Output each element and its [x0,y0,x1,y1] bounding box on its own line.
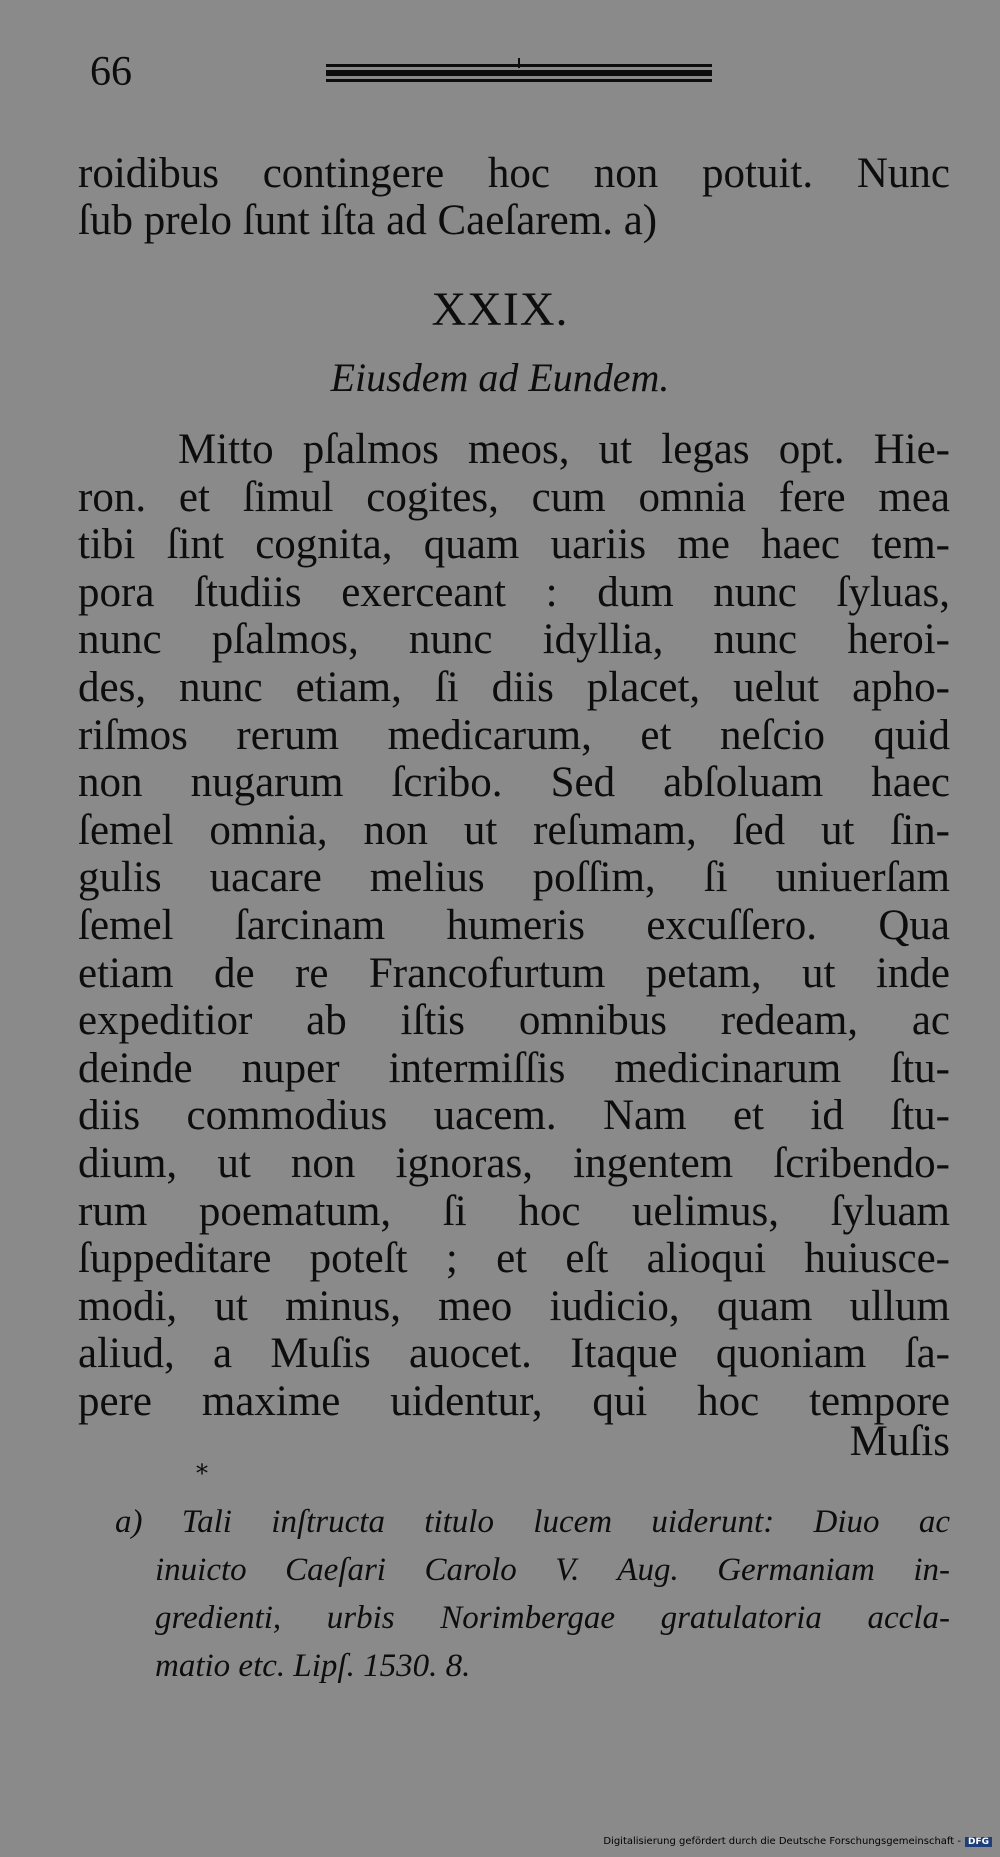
body-line: etiam de re Francofurtum petam, ut inde [78,949,950,997]
body-line: pora ſtudiis exerceant : dum nunc ſyluas, [78,568,950,616]
body-line: riſmos rerum medicarum, et neſcio quid [78,711,950,759]
body-line: gulis uacare melius poſſim, ſi uniuerſam [78,854,950,902]
body-line: des, nunc etiam, ſi diis placet, uelut apho- [78,664,950,711]
body-line: pere maxime uidentur, qui hoc tempore [78,1378,950,1425]
header-rule [326,64,712,86]
body-line: ron. et ſimul cogites, cum omnia fere mea [78,473,950,521]
body-line: deinde nuper intermiſſis medicinarum ſtu- [78,1044,950,1092]
body-line: ſuppeditare poteſt ; et eſt alioqui huiusce- [78,1235,950,1283]
body-line: expeditior ab iſtis omnibus redeam, ac [78,997,950,1045]
opening-line-1: roidibus contingere hoc non potuit. Nunc [78,150,950,197]
body-line: non nugarum ſcribo. Sed abſoluam haec [78,759,950,807]
body-line: ſemel ſarcinam humeris excuſſero. Qua [78,902,950,949]
dfg-logo: DFG [965,1837,992,1847]
letter-subtitle: Eiusdem ad Eundem. [330,355,670,400]
digitization-credit [603,1836,992,1847]
footnote-line: gredienti, urbis Norimbergae gratulatoria accla- [155,1600,950,1636]
catchword: Muſis [849,1418,950,1465]
body-line: nunc pſalmos, nunc idyllia, nunc heroi- [78,616,950,664]
body-line: Mitto pſalmos meos, ut legas opt. Hie- [178,426,950,473]
page-number: 66 [90,49,132,95]
section-heading: XXIX. [431,283,569,336]
footnote-line: inuicto Caeſari Carolo V. Aug. Germaniam in- [155,1552,950,1588]
body-line: aliud, a Muſis auocet. Itaque quoniam ſa- [78,1330,950,1378]
opening-line-2: ſub prelo ſunt iſta ad Caeſarem. a) [78,197,658,244]
footnote-line: a) Tali inſtructa titulo lucem uiderunt: Diuo ac [115,1504,950,1540]
body-line: ſemel omnia, non ut reſumam, ſed ut ſin- [78,806,950,854]
body-line: tibi ſint cognita, quam uariis me haec tem- [78,521,950,569]
body-line: rum poematum, ſi hoc uelimus, ſyluam [78,1187,950,1235]
credit-text: Digitalisierung gefördert durch die Deutsche Forschungsgemeinschaft - [603,1836,961,1847]
body-line: dium, ut non ignoras, ingentem ſcribendo- [78,1140,950,1187]
body-line: diis commodius uacem. Nam et id ſtu- [78,1092,950,1140]
footnote-line: matio etc. Lipſ. 1530. 8. [155,1648,471,1684]
body-line: modi, ut minus, meo iudicio, quam ullum [78,1282,950,1330]
signature-mark: ⁎ [196,1454,208,1480]
